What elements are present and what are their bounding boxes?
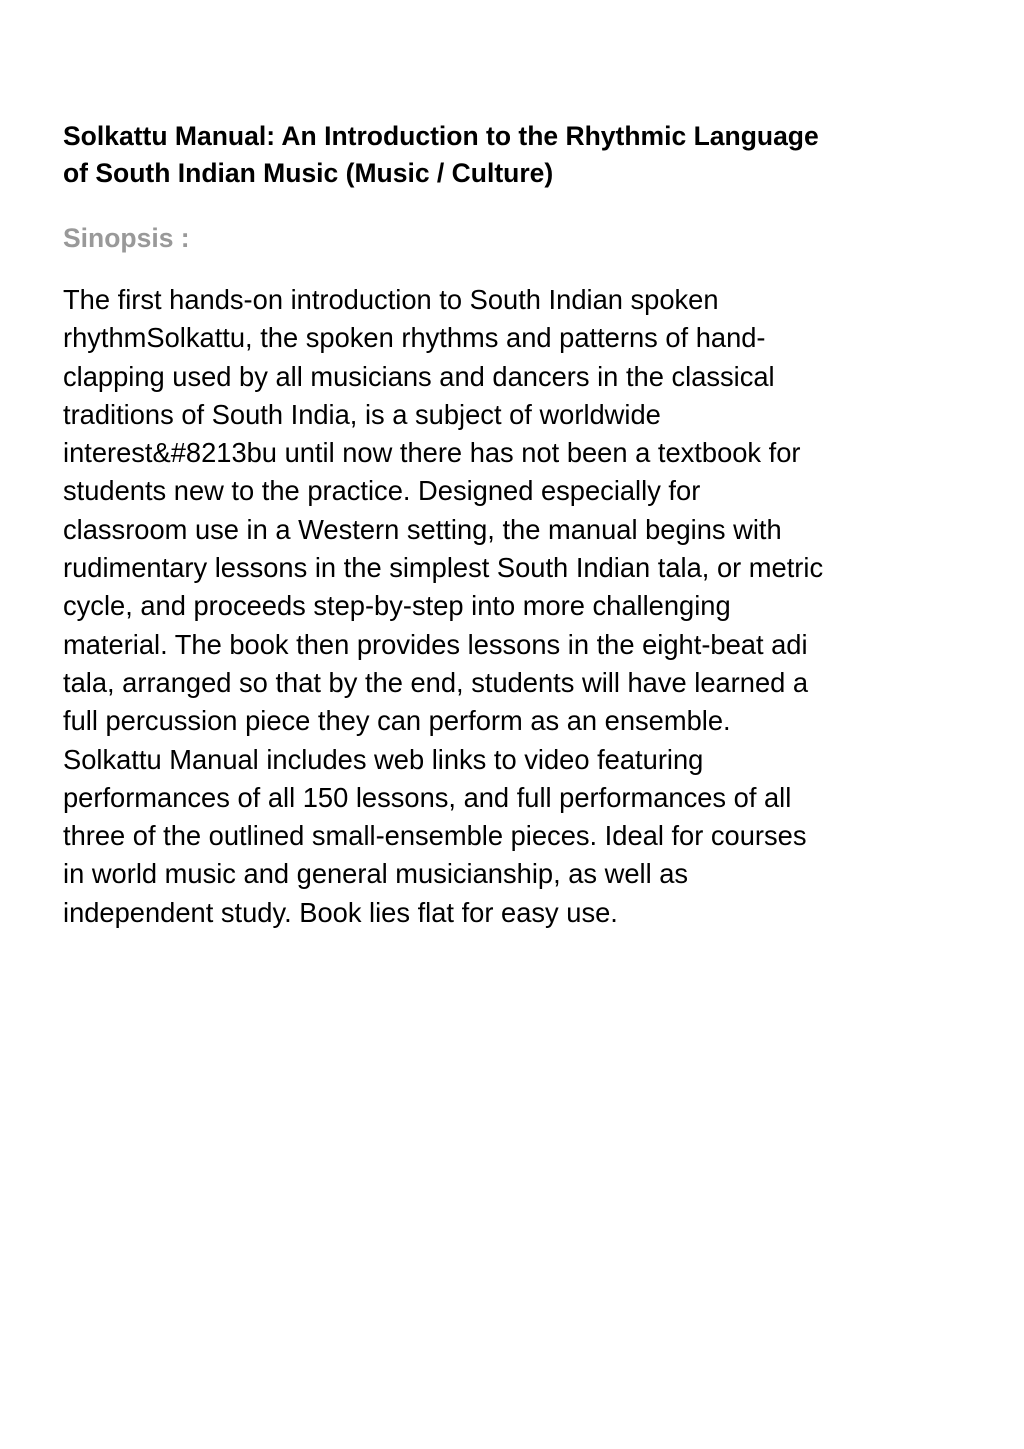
document-title [63, 118, 963, 192]
synopsis-line: Solkattu Manual includes web links to video featuring [63, 743, 704, 775]
synopsis-line: material. The book then provides lessons in the eight-beat adi [63, 628, 808, 660]
synopsis-line: cycle, and proceeds step-by-step into more challenging [63, 590, 731, 622]
synopsis-line: full percussion piece they can perform as an ensemble. [63, 705, 731, 737]
synopsis-line: tala, arranged so that by the end, students will have learned a [63, 666, 809, 698]
synopsis-line: rhythmSolkattu, the spoken rhythms and patterns of hand- [63, 322, 766, 354]
synopsis-line: The first hands-on introduction to South Indian spoken [63, 284, 719, 315]
synopsis-line: in world music and general musicianship, as well as [63, 858, 689, 890]
title-line: Solkattu Manual: An Introduction to the Rhythmic Language [63, 121, 819, 151]
synopsis-heading: Sinopsis : [63, 223, 190, 253]
title-line: of South Indian Music (Music / Culture) [63, 158, 554, 188]
synopsis-line: traditions of South India, is a subject of worldwide [63, 398, 661, 430]
synopsis-line: students new to the practice. Designed especially for [63, 475, 701, 507]
synopsis-line: rudimentary lessons in the simplest South Indian tala, or metric [63, 552, 824, 584]
synopsis-line: classroom use in a Western setting, the manual begins with [63, 513, 782, 545]
synopsis-line: independent study. Book lies flat for easy use. [63, 896, 618, 928]
synopsis-paragraph [63, 281, 978, 932]
synopsis-line: performances of all 150 lessons, and full performances of all [63, 781, 792, 813]
synopsis-line: three of the outlined small-ensemble pieces. Ideal for courses [63, 820, 807, 852]
synopsis-line: interest&#8213bu until now there has not been a textbook for [63, 437, 801, 469]
synopsis-line: clapping used by all musicians and dancers in the classical [63, 360, 775, 392]
